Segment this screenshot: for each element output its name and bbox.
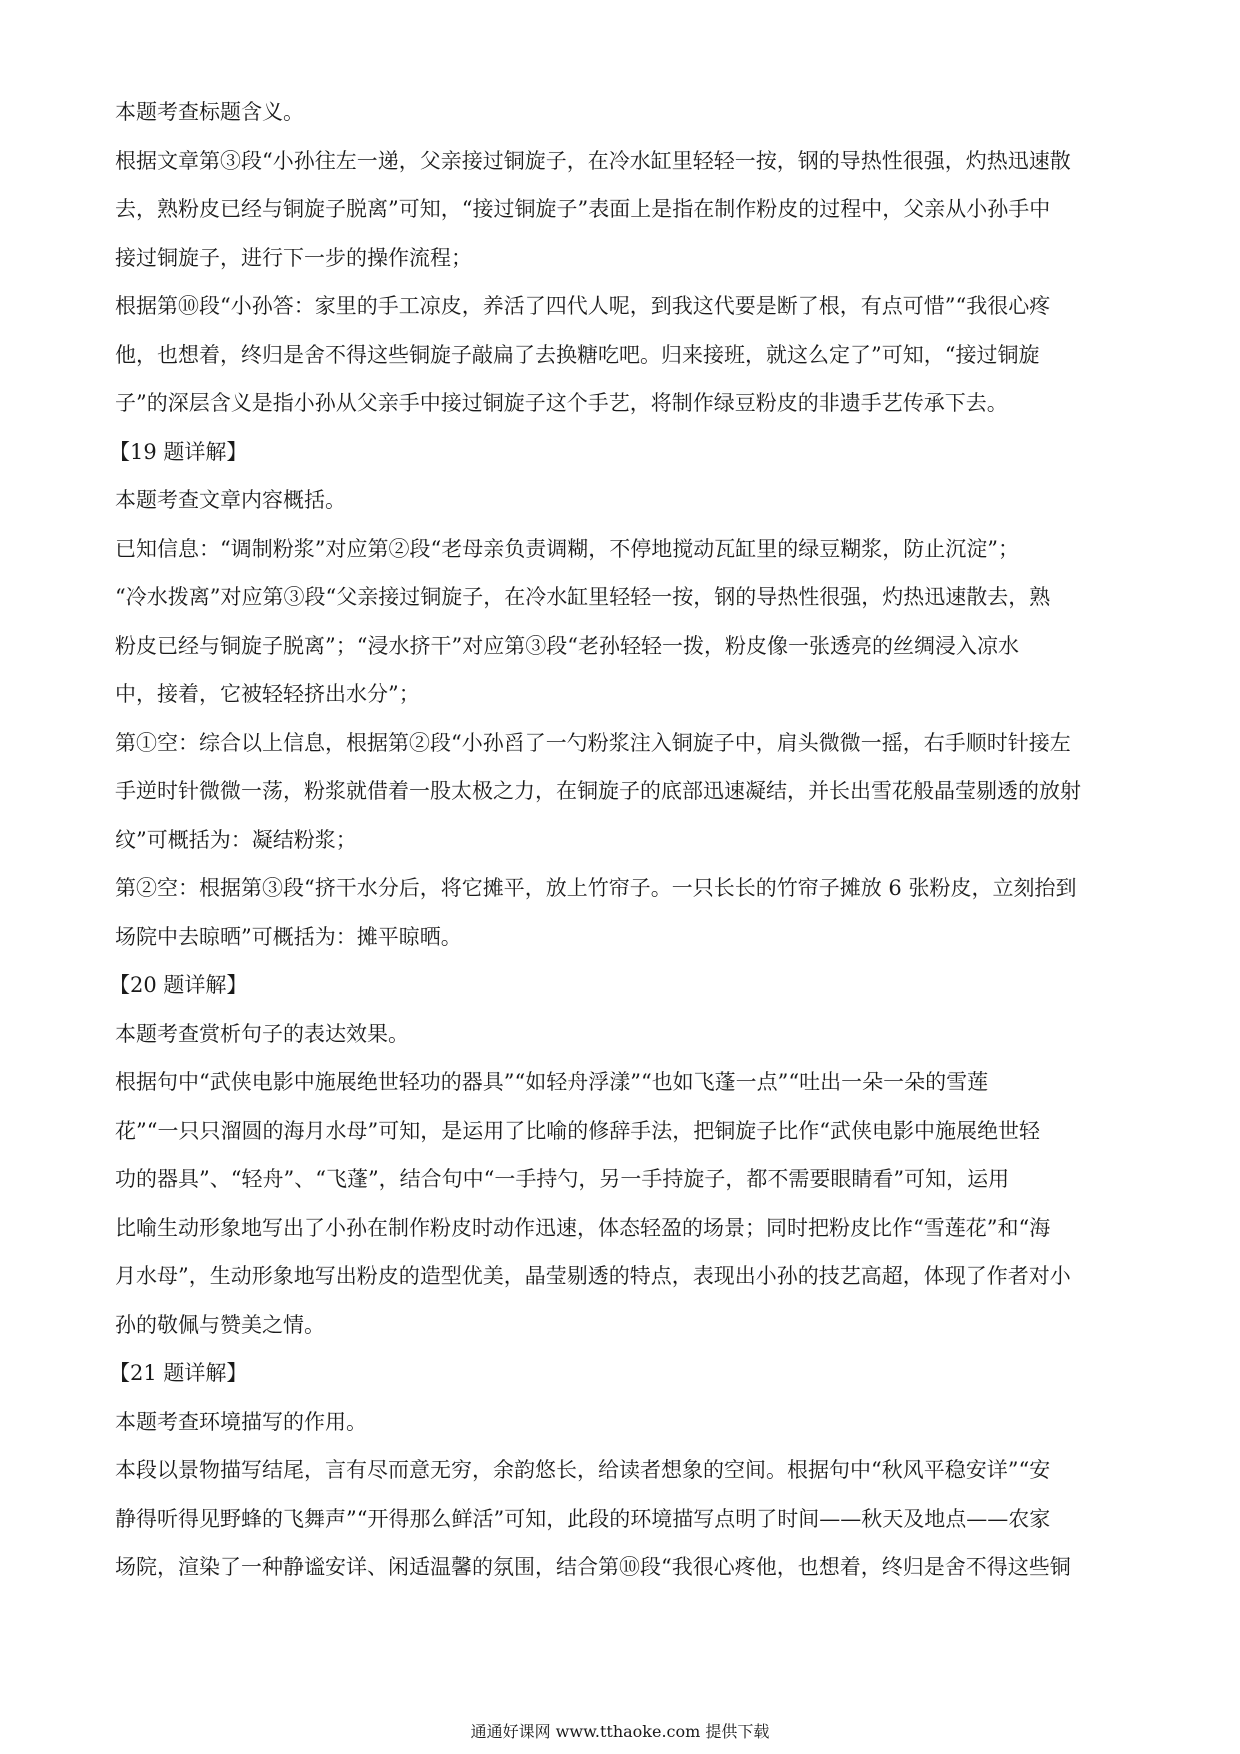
text-line: 根据第⑩段“小孙答：家里的手工凉皮，养活了四代人呢，到我这代要是断了根，有点可惜”“我很心疼 (115, 294, 1051, 318)
text-line: 纹”可概括为：凝结粉浆； (115, 827, 357, 852)
text-line: 中，接着，它被轻轻挤出水分”； (115, 682, 420, 706)
section-heading: 【21 题详解】 (109, 1361, 248, 1385)
text-line: 孙的敬佩与赞美之情。 (115, 1312, 325, 1337)
text-line: 他，也想着，终归是舍不得这些铜旋子敲扁了去换糖吃吧。归来接班，就这么定了”可知，“接过铜旋 (115, 342, 1040, 367)
text-line: 手逆时针微微一荡，粉浆就借着一股太极之力，在铜旋子的底部迅速凝结，并长出雪花般晶莹剔透的放射 (115, 779, 1081, 803)
section-heading: 【20 题详解】 (109, 973, 248, 997)
section-heading: 【19 题详解】 (109, 439, 248, 464)
text-line: 去，熟粉皮已经与铜旋子脱离”可知，“接过铜旋子”表面上是指在制作粉皮的过程中，父亲从小孙手中 (115, 197, 1051, 221)
text-line: 花”“一只只溜圆的海月水母”可知，是运用了比喻的修辞手法，把铜旋子比作“武侠电影中施展绝世轻 (115, 1118, 1040, 1143)
text-line: 子”的深层含义是指小孙从父亲手中接过铜旋子这个手艺，将制作绿豆粉皮的非遗手艺传承下去。 (115, 391, 1008, 415)
page-footer: 通通好课网 www.tthaoke.com 提供下载 (470, 1722, 770, 1741)
text-line: 月水母”，生动形象地写出粉皮的造型优美，晶莹剔透的特点，表现出小孙的技艺高超，体现了作者对小 (115, 1264, 1071, 1288)
text-line: 本题考查标题含义。 (115, 100, 304, 124)
text-line: 本段以景物描写结尾，言有尽而意无穷，余韵悠长，给读者想象的空间。根据句中“秋风平稳安详”“安 (115, 1458, 1051, 1482)
text-line: 场院中去晾晒”可概括为：摊平晾晒。 (115, 924, 462, 949)
text-line: 粉皮已经与铜旋子脱离”；“浸水挤干”对应第③段“老孙轻轻一拨，粉皮像一张透亮的丝绸浸入凉水 (115, 633, 1019, 658)
document-body (109, 99, 1130, 1580)
text-line: 本题考查文章内容概括。 (115, 488, 346, 512)
text-line: 功的器具”、“轻舟”、“飞蓬”，结合句中“一手持勺，另一手持旋子，都不需要眼睛看”可知，运用 (115, 1167, 1010, 1191)
text-line: 已知信息：“调制粉浆”对应第②段“老母亲负责调糊，不停地搅动瓦缸里的绿豆糊浆，防止沉淀”； (115, 536, 1019, 561)
text-line: 根据句中“武侠电影中施展绝世轻功的器具”“如轻舟浮漾”“也如飞蓬一点”“吐出一朵一朵的雪莲 (115, 1070, 989, 1094)
text-line: 第①空：综合以上信息，根据第②段“小孙舀了一勺粉浆注入铜旋子中，肩头微微一摇，右手顺时针接左 (115, 730, 1071, 755)
text-line: 根据文章第③段“小孙往左一递，父亲接过铜旋子，在冷水缸里轻轻一按，钢的导热性很强，灼热迅速散 (115, 148, 1071, 173)
text-line: “冷水拨离”对应第③段“父亲接过铜旋子，在冷水缸里轻轻一按，钢的导热性很强，灼热迅速散去，熟 (115, 585, 1051, 609)
text-line: 场院，渲染了一种静谧安详、闲适温馨的氛围，结合第⑩段“我很心疼他，也想着，终归是舍不得这些铜 (115, 1555, 1071, 1579)
text-line: 第②空：根据第③段“挤干水分后，将它摊平，放上竹帘子。一只长长的竹帘子摊放 6 张粉皮，立刻抬到 (115, 876, 1077, 900)
text-line: 静得听得见野蜂的飞舞声”“开得那么鲜活”可知，此段的环境描写点明了时间——秋天及地点——农家 (115, 1506, 1051, 1531)
text-line: 比喻生动形象地写出了小孙在制作粉皮时动作迅速，体态轻盈的场景；同时把粉皮比作“雪莲花”和“海 (115, 1215, 1051, 1240)
text-line: 本题考查赏析句子的表达效果。 (115, 1021, 409, 1046)
text-line: 本题考查环境描写的作用。 (115, 1409, 367, 1434)
text-line: 接过铜旋子，进行下一步的操作流程； (115, 245, 472, 270)
